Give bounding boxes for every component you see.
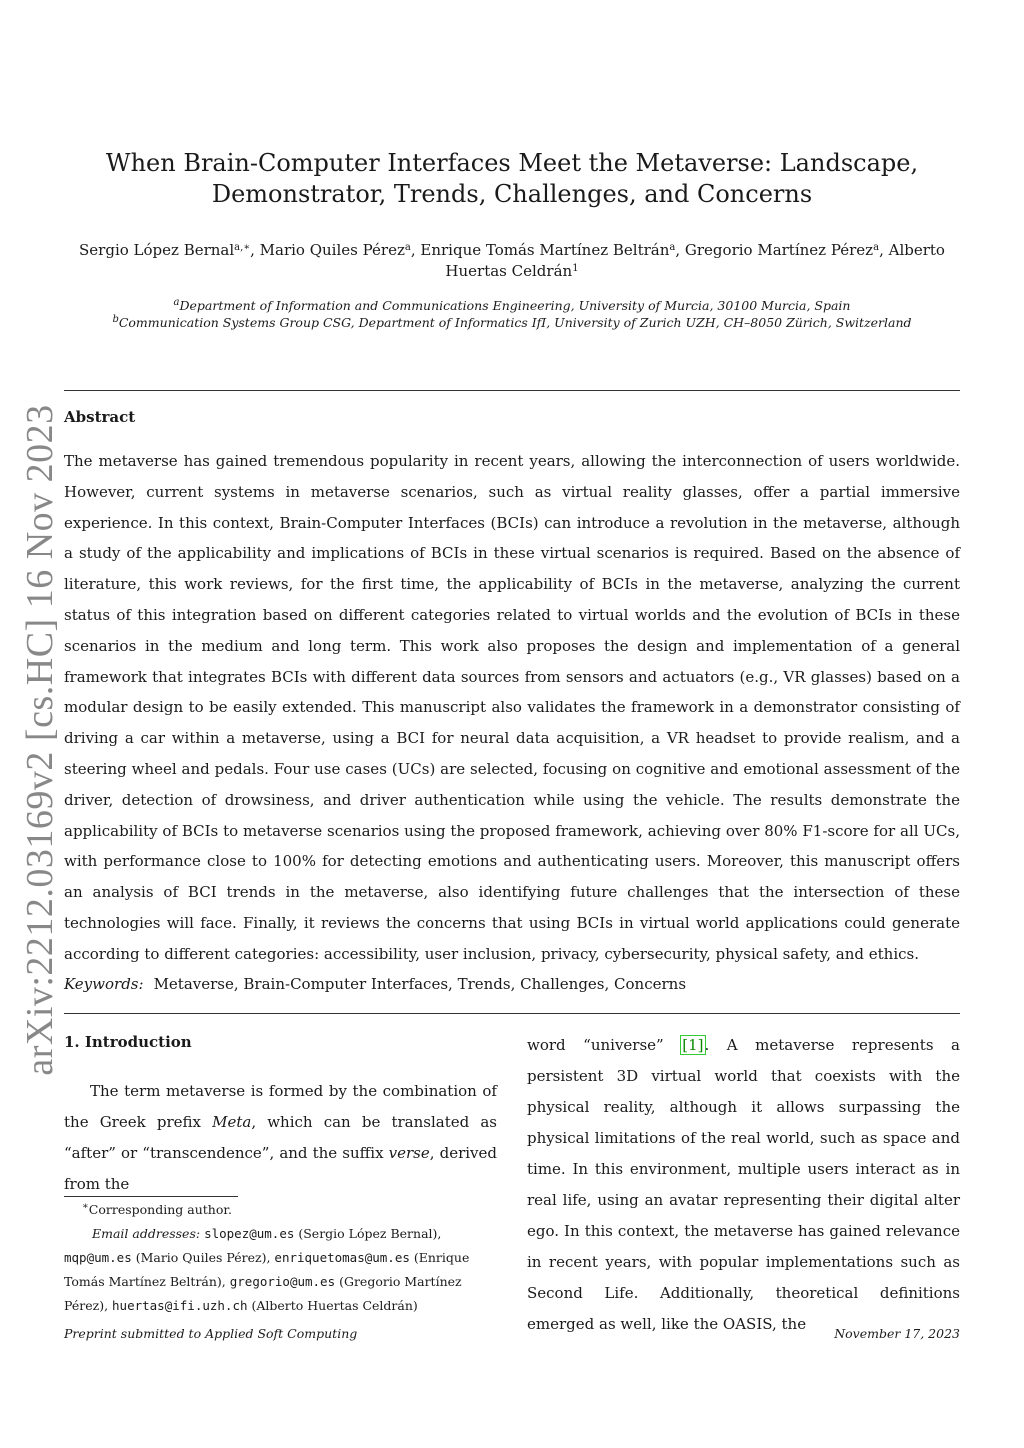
author-list: Sergio López Bernal$^{a,∗}$, Mario Quiles Pérez$^a$, Enrique Tomás Martínez Beltrán$^a$, Gregorio Martínez Pérez$^a$, Alberto Huertas Celdrán$^1$ (79, 241, 945, 280)
intro-paragraph-left: The term metaverse is formed by the combination of the Greek prefix Meta, which can be translated as “after” or “transcendence”, and the suffix verse, derived from the (64, 1082, 497, 1193)
email-addresses (64, 1222, 497, 1318)
author-name: Sergio López Bernal (79, 241, 235, 259)
author-name: Gregorio Martínez Pérez (684, 241, 874, 259)
footer-date: November 17, 2023 (834, 1326, 960, 1341)
abstract-body: The metaverse has gained tremendous popularity in recent years, allowing the interconnection of users worldwide. However, current systems in metaverse scenarios, such as virtual reality glasses, offer a partial immersive experience. In this context, Brain-Computer Interfaces (BCIs) can introduce a revolution in the metaverse, although a study of the applicability and implications of BCIs in these virtual scenarios is required. Based on the absence of literature, this work reviews, for the first time, the applicability of BCIs in the metaverse, analyzing the current status of this integration based on different categories related to virtual worlds and the evolution of BCIs in these scenarios in the medium and long term. This work also proposes the design and implementation of a general framework that integrates BCIs with different data sources from sensors and actuators (e.g., VR glasses) based on a modular design to be easily extended. This manuscript also validates the framework in a demonstrator consisting of driving a car within a metaverse, using a BCI for neural data acquisition, a VR headset to provide realism, and a steering wheel and pedals. Four use cases (UCs) are selected, focusing on cognitive and emotional assessment of the driver, detection of drowsiness, and driver authentication while using the vehicle. The results demonstrate the applicability of BCIs to metaverse scenarios using the proposed framework, achieving over 80% F1-score for all UCs, with performance close to 100% for detecting emotions and authenticating users. Moreover, this manuscript offers an analysis of BCI trends in the metaverse, also identifying future challenges that the intersection of these technologies will face. Finally, it reviews the concerns that using BCIs in virtual world applications could generate according to different categories: accessibility, user inclusion, privacy, cybersecurity, physical safety, and ethics. (64, 452, 960, 963)
affiliation-line: $^a$Department of Information and Communications Engineering, University of Murcia, 30100 Murcia, Spain (173, 297, 851, 313)
author-name: Mario Quiles Pérez (259, 241, 405, 259)
email-address[interactable]: mqp@um.es (64, 1250, 132, 1265)
author-affiliation-mark: 1 (572, 263, 579, 274)
author-name: Alberto Huertas Celdrán (445, 241, 945, 280)
paper-title: When Brain-Computer Interfaces Meet the Metaverse: Landscape, Demonstrator, Trends, Challenges, and Concerns (105, 149, 919, 208)
author-affiliation-mark: a,∗ (234, 242, 251, 253)
email-owner: (Mario Quiles Pérez), (131, 1250, 275, 1265)
email-label: Email addresses: (92, 1226, 201, 1241)
corresponding-author-note: Corresponding author. (88, 1202, 232, 1217)
bottom-divider (64, 1013, 960, 1014)
email-owner: (Sergio López Bernal), (294, 1226, 442, 1241)
keywords-label: Keywords: (64, 975, 144, 993)
section-heading-introduction: 1. Introduction (64, 1033, 192, 1051)
author-affiliation-mark: a (873, 242, 880, 253)
author-name: Enrique Tomás Martínez Beltrán (420, 241, 670, 259)
email-owner: (Alberto Huertas Celdrán) (247, 1298, 418, 1313)
footnote (64, 1198, 497, 1318)
affiliations (64, 297, 960, 331)
email-owner: (Enrique Tomás Martínez Beltrán), (64, 1250, 470, 1289)
author-affiliation-mark: a (404, 242, 411, 253)
email-address[interactable]: enriquetomas@um.es (274, 1250, 410, 1265)
email-address[interactable]: gregorio@um.es (229, 1274, 336, 1289)
footnote-divider (64, 1196, 238, 1197)
affiliation-line: $^b$Communication Systems Group CSG, Department of Informatics IfI, University of Zurich UZH, CH–8050 Zürich, Switzerland (112, 314, 912, 330)
term-meta: Meta (212, 1113, 252, 1131)
email-address[interactable]: slopez@um.es (204, 1226, 295, 1241)
author-affiliation-mark: a (669, 242, 676, 253)
abstract-heading: Abstract (64, 408, 136, 426)
term-verse: verse (388, 1144, 430, 1162)
keywords-text: Metaverse, Brain-Computer Interfaces, Trends, Challenges, Concerns (153, 975, 687, 993)
top-divider (64, 390, 960, 391)
arxiv-identifier-watermark: arXiv:2212.03169v2 [cs.HC] 16 Nov 2023 (19, 404, 61, 1076)
email-owner: (Gregorio Martínez Pérez), (64, 1274, 462, 1313)
footer-preprint-note: Preprint submitted to Applied Soft Computing (64, 1326, 358, 1341)
keywords-line (64, 975, 960, 993)
intro-paragraph-right: word “universe” [1]. A metaverse represents a persistent 3D virtual world that coexists with the physical reality, although it allows surpassing the physical limitations of the real world, such as space and time. In this environment, multiple users interact as in real life, using an avatar representing their digital alter ego. In this context, the metaverse has gained relevance in recent years, with popular implementations such as Second Life. Additionally, theoretical definitions emerged as well, like the OASIS, the (527, 1036, 960, 1333)
email-address[interactable]: huertas@ifi.uzh.ch (112, 1298, 248, 1313)
footnote-mark: ∗ (82, 1201, 89, 1212)
citation-link[interactable]: [1] (682, 1036, 704, 1054)
